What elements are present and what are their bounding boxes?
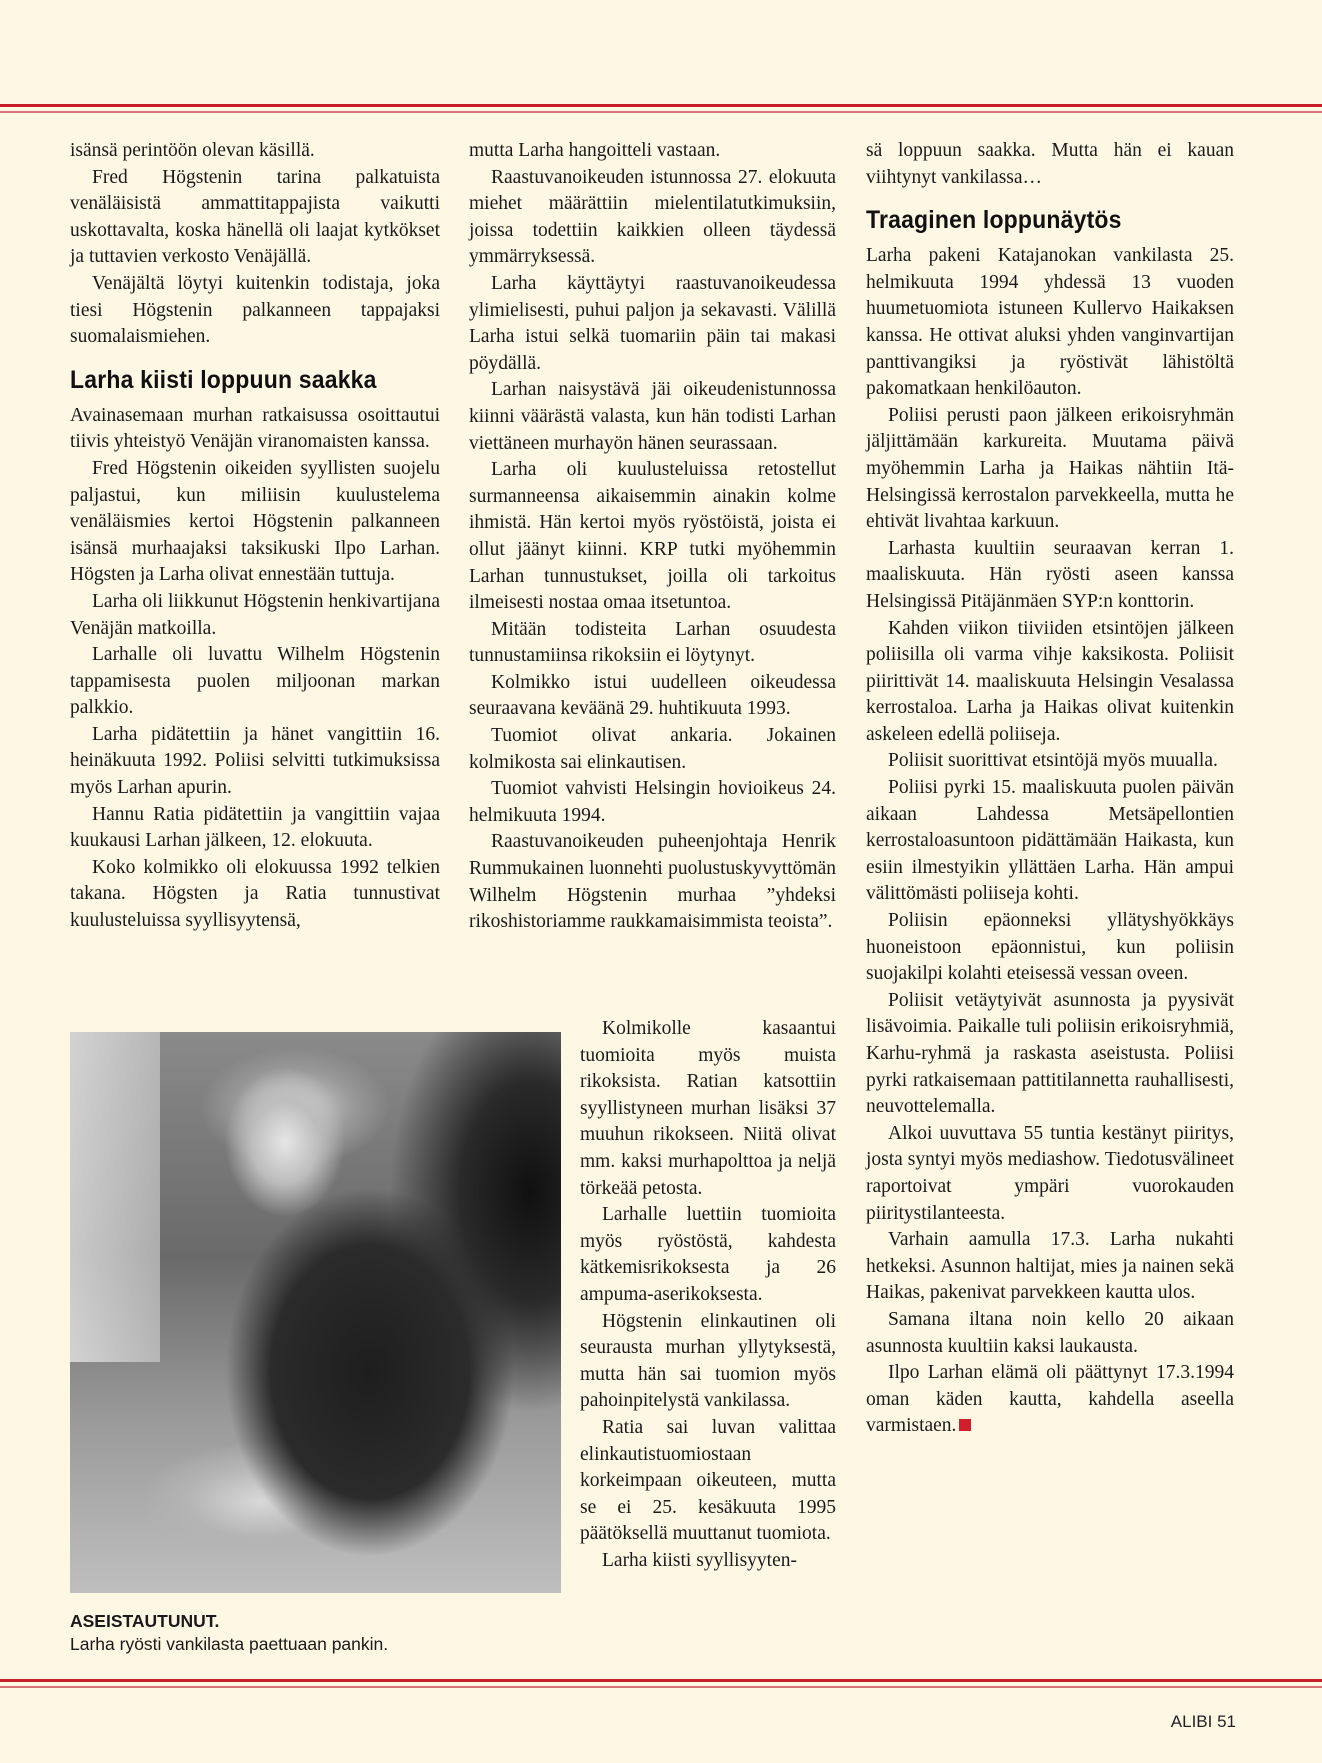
final-paragraph-text: Ilpo Larhan elämä oli päättynyt 17.3.1994 oman käden kautta, kahdella aseella varmistaen. [866,1362,1234,1437]
paragraph: Kolmikko istui uudelleen oikeudessa seuraavana keväänä 29. huhtikuuta 1993. [469,671,836,720]
paragraph: Poliisi pyrki 15. maaliskuuta puolen päivän aikaan Lahdessa Metsäpellontien kerrostaloasuntoon pidättämään Haikasta, kun esiin ilmestyikin yllättäen Larha. Hän ampui välittömästi poliiseja kohti. [866,777,1234,905]
paragraph: Larha käyttäytyi raastuvanoikeudessa ylimielisesti, puhui paljon ja sekavasti. Välillä Larha istui selkä tuomariin päin tai makasi pöydällä. [469,272,836,374]
paragraph: Poliisit vetäytyivät asunnosta ja pyysivät lisävoimia. Paikalle tuli poliisin erikoisryhmiä, Karhu-ryhmä ja raskasta aseistusta. Poliisi pyrki ratkaisemaan pattitilannetta rauhallisesti, neuvottelemalla. [866,989,1234,1118]
top-rule [0,104,1322,107]
column-3 [866,138,1234,1440]
paragraph: Alkoi uuvuttava 55 tuntia kestänyt piiritys, josta syntyi myös mediashow. Tiedotusvälineet raportoivat ympäri vuorokauden piiritystilanteesta. [866,1122,1234,1224]
paragraph: Ratia sai luvan valittaa elinkautistuomiostaan korkeimpaan oikeuteen, mutta se ei 25. kesäkuuta 1995 päätöksellä muuttanut tuomiota. [580,1416,836,1545]
paragraph: Poliisin epäonneksi yllätyshyökkäys huoneistoon epäonnistui, kun poliisin suojakilpi kolahti eteisessä vessan oveen. [866,910,1234,985]
column-1 [70,138,440,935]
paragraph: Larha oli kuulusteluissa retostellut surmanneensa aikaisemmin ainakin kolme ihmistä. Hän kertoi myös ryöstöistä, joista ei ollut jäänyt kiinni. KRP tutki myöhemmin Larhan tunnustukset, joilla oli tarkoitus ilmeisesti nostaa omaa itsetuntoa. [469,459,836,614]
paragraph: Koko kolmikko oli elokuussa 1992 telkien takana. Högsten ja Ratia tunnustivat kuulusteluissa syyllisyytensä, [70,856,440,932]
paragraph: Larha pidätettiin ja hänet vangittiin 16. heinäkuuta 1992. Poliisi selvitti tutkimuksissa myös Larhan apurin. [70,723,440,799]
section-heading: Traaginen loppunäytös [866,206,1122,235]
paragraph: Larha kiisti syyllisyyten- [602,1549,797,1571]
final-paragraph [866,1360,1234,1440]
paragraph: Tuomiot olivat ankaria. Jokainen kolmikosta sai elinkautisen. [469,725,836,773]
paragraph: Poliisi perusti paon jälkeen erikoisryhmän jäljittämään karkureita. Muutama päivä myöhemmin Larha ja Haikas nähtiin Itä-Helsingissä kerrostalon parvekkeella, mutta he ehtivät livahtaa karkuun. [866,404,1234,533]
paragraph: Larhalle oli luvattu Wilhelm Högstenin tappamisesta puolen miljoonan markan palkkio. [70,644,440,719]
caption-title: ASEISTAUTUNUT. [70,1611,220,1631]
article-photo [70,1032,561,1593]
paragraph: Venäjältä löytyi kuitenkin todistaja, joka tiesi Högstenin palkanneen tappajaksi suomalaismiehen. [70,272,440,348]
paragraph: Larhalle luettiin tuomioita myös ryöstöstä, kahdesta kätkemisrikoksesta ja 26 ampuma-aserikoksesta. [580,1204,836,1305]
paragraph: sä loppuun saakka. Mutta hän ei kauan viihtynyt vankilassa… [866,140,1234,188]
section-heading: Larha kiisti loppuun saakka [70,365,377,394]
paragraph: Varhain aamulla 17.3. Larha nukahti hetkeksi. Asunnon haltijat, mies ja nainen sekä Haikas, pakenivat parvekkeen kautta ulos. [866,1229,1234,1304]
end-mark-icon [959,1419,971,1431]
column-2 [469,138,836,936]
column-2-continued [580,1016,836,1574]
paragraph: Kahden viikon tiiviiden etsintöjen jälkeen poliisilla oli varma vihje kaksikosta. Poliisit piirittivät 14. maaliskuuta Helsingin Vesalassa kerrostaloa. Larha ja Haikas olivat kuitenkin askeleen edellä poliiseja. [866,617,1234,745]
caption-text: Larha ryösti vankilasta paettuaan pankin. [70,1634,389,1654]
page-number: ALIBI 51 [1170,1712,1236,1731]
photo-window-light [70,1032,160,1362]
paragraph: Poliisit suorittivat etsintöjä myös muualla. [888,750,1218,772]
paragraph: Fred Högstenin tarina palkatuista venäläisistä ammattitappajista vaikutti uskottavalta, koska hänellä oli laajat kytkökset ja tuttavien verkosto Venäjällä. [70,166,440,268]
bottom-rule-thin [0,1686,1322,1688]
paragraph: Fred Högstenin oikeiden syyllisten suojelu paljastui, kun miliisin kuulustelema venäläismies kertoi Högstenin palkanneen isänsä murhaajaksi taksikuski Ilpo Larhan. Högsten ja Larha olivat ennestään tuttuja. [70,457,440,586]
paragraph: Kolmikolle kasaantui tuomioita myös muista rikoksista. Ratian katsottiin syyllistyneen murhan lisäksi 37 muuhun rikokseen. Niitä olivat mm. kaksi murhapolttoa ja neljä törkeää petosta. [580,1018,836,1199]
paragraph: isänsä perintöön olevan käsillä. [70,140,315,161]
paragraph: Raastuvanoikeuden puheenjohtaja Henrik Rummukainen luonnehti puolustuskyvyttömän Wilhelm Högstenin murhaa ”yhdeksi rikoshistoriamme raukkamaisimmista teoista”. [469,831,836,933]
paragraph: Larhan naisystävä jäi oikeudenistunnossa kiinni väärästä valasta, kun hän todisti Larhan viettäneen murhayön hänen seurassaan. [469,379,836,454]
bottom-rule [0,1679,1322,1682]
paragraph: Hannu Ratia pidätettiin ja vangittiin vajaa kuukausi Larhan jälkeen, 12. elokuuta. [70,803,440,852]
paragraph: Mitään todisteita Larhan osuudesta tunnustamiinsa rikoksiin ei löytynyt. [469,618,836,667]
paragraph: Samana iltana noin kello 20 aikaan asunnosta kuultiin kaksi laukausta. [866,1308,1234,1357]
paragraph: Avainasemaan murhan ratkaisussa osoittautui tiivis yhteistyö Venäjän viranomaisten kanssa. [70,404,440,453]
paragraph: Larhasta kuultiin seuraavan kerran 1. maaliskuuta. Hän ryösti aseen kanssa Helsingissä Pitäjänmäen SYP:n konttorin. [866,537,1234,612]
paragraph: Larha oli liikkunut Högstenin henkivartijana Venäjän matkoilla. [70,590,440,639]
top-rule-thin [0,111,1322,113]
paragraph: Högstenin elinkautinen oli seurausta murhan yllytyksestä, mutta hän sai tuomion myös pahoinpitelystä vankilassa. [580,1310,836,1412]
paragraph: Tuomiot vahvisti Helsingin hovioikeus 24. helmikuuta 1994. [469,778,836,826]
paragraph: Raastuvanoikeuden istunnossa 27. elokuuta miehet määrättiin mielentilatutkimuksiin, joissa todettiin kaikkien olleen täydessä ymmärryksessä. [469,166,836,268]
paragraph: Larha pakeni Katajanokan vankilasta 25. helmikuuta 1994 yhdessä 13 vuoden huumetuomiota istuneen Kullervo Haikaksen kanssa. He ottivat aluksi yhden vanginvartijan panttivangiksi ja ryöstivät lähistöltä pakomatkaan henkilöauton. [866,245,1234,400]
paragraph: mutta Larha hangoitteli vastaan. [469,140,721,161]
